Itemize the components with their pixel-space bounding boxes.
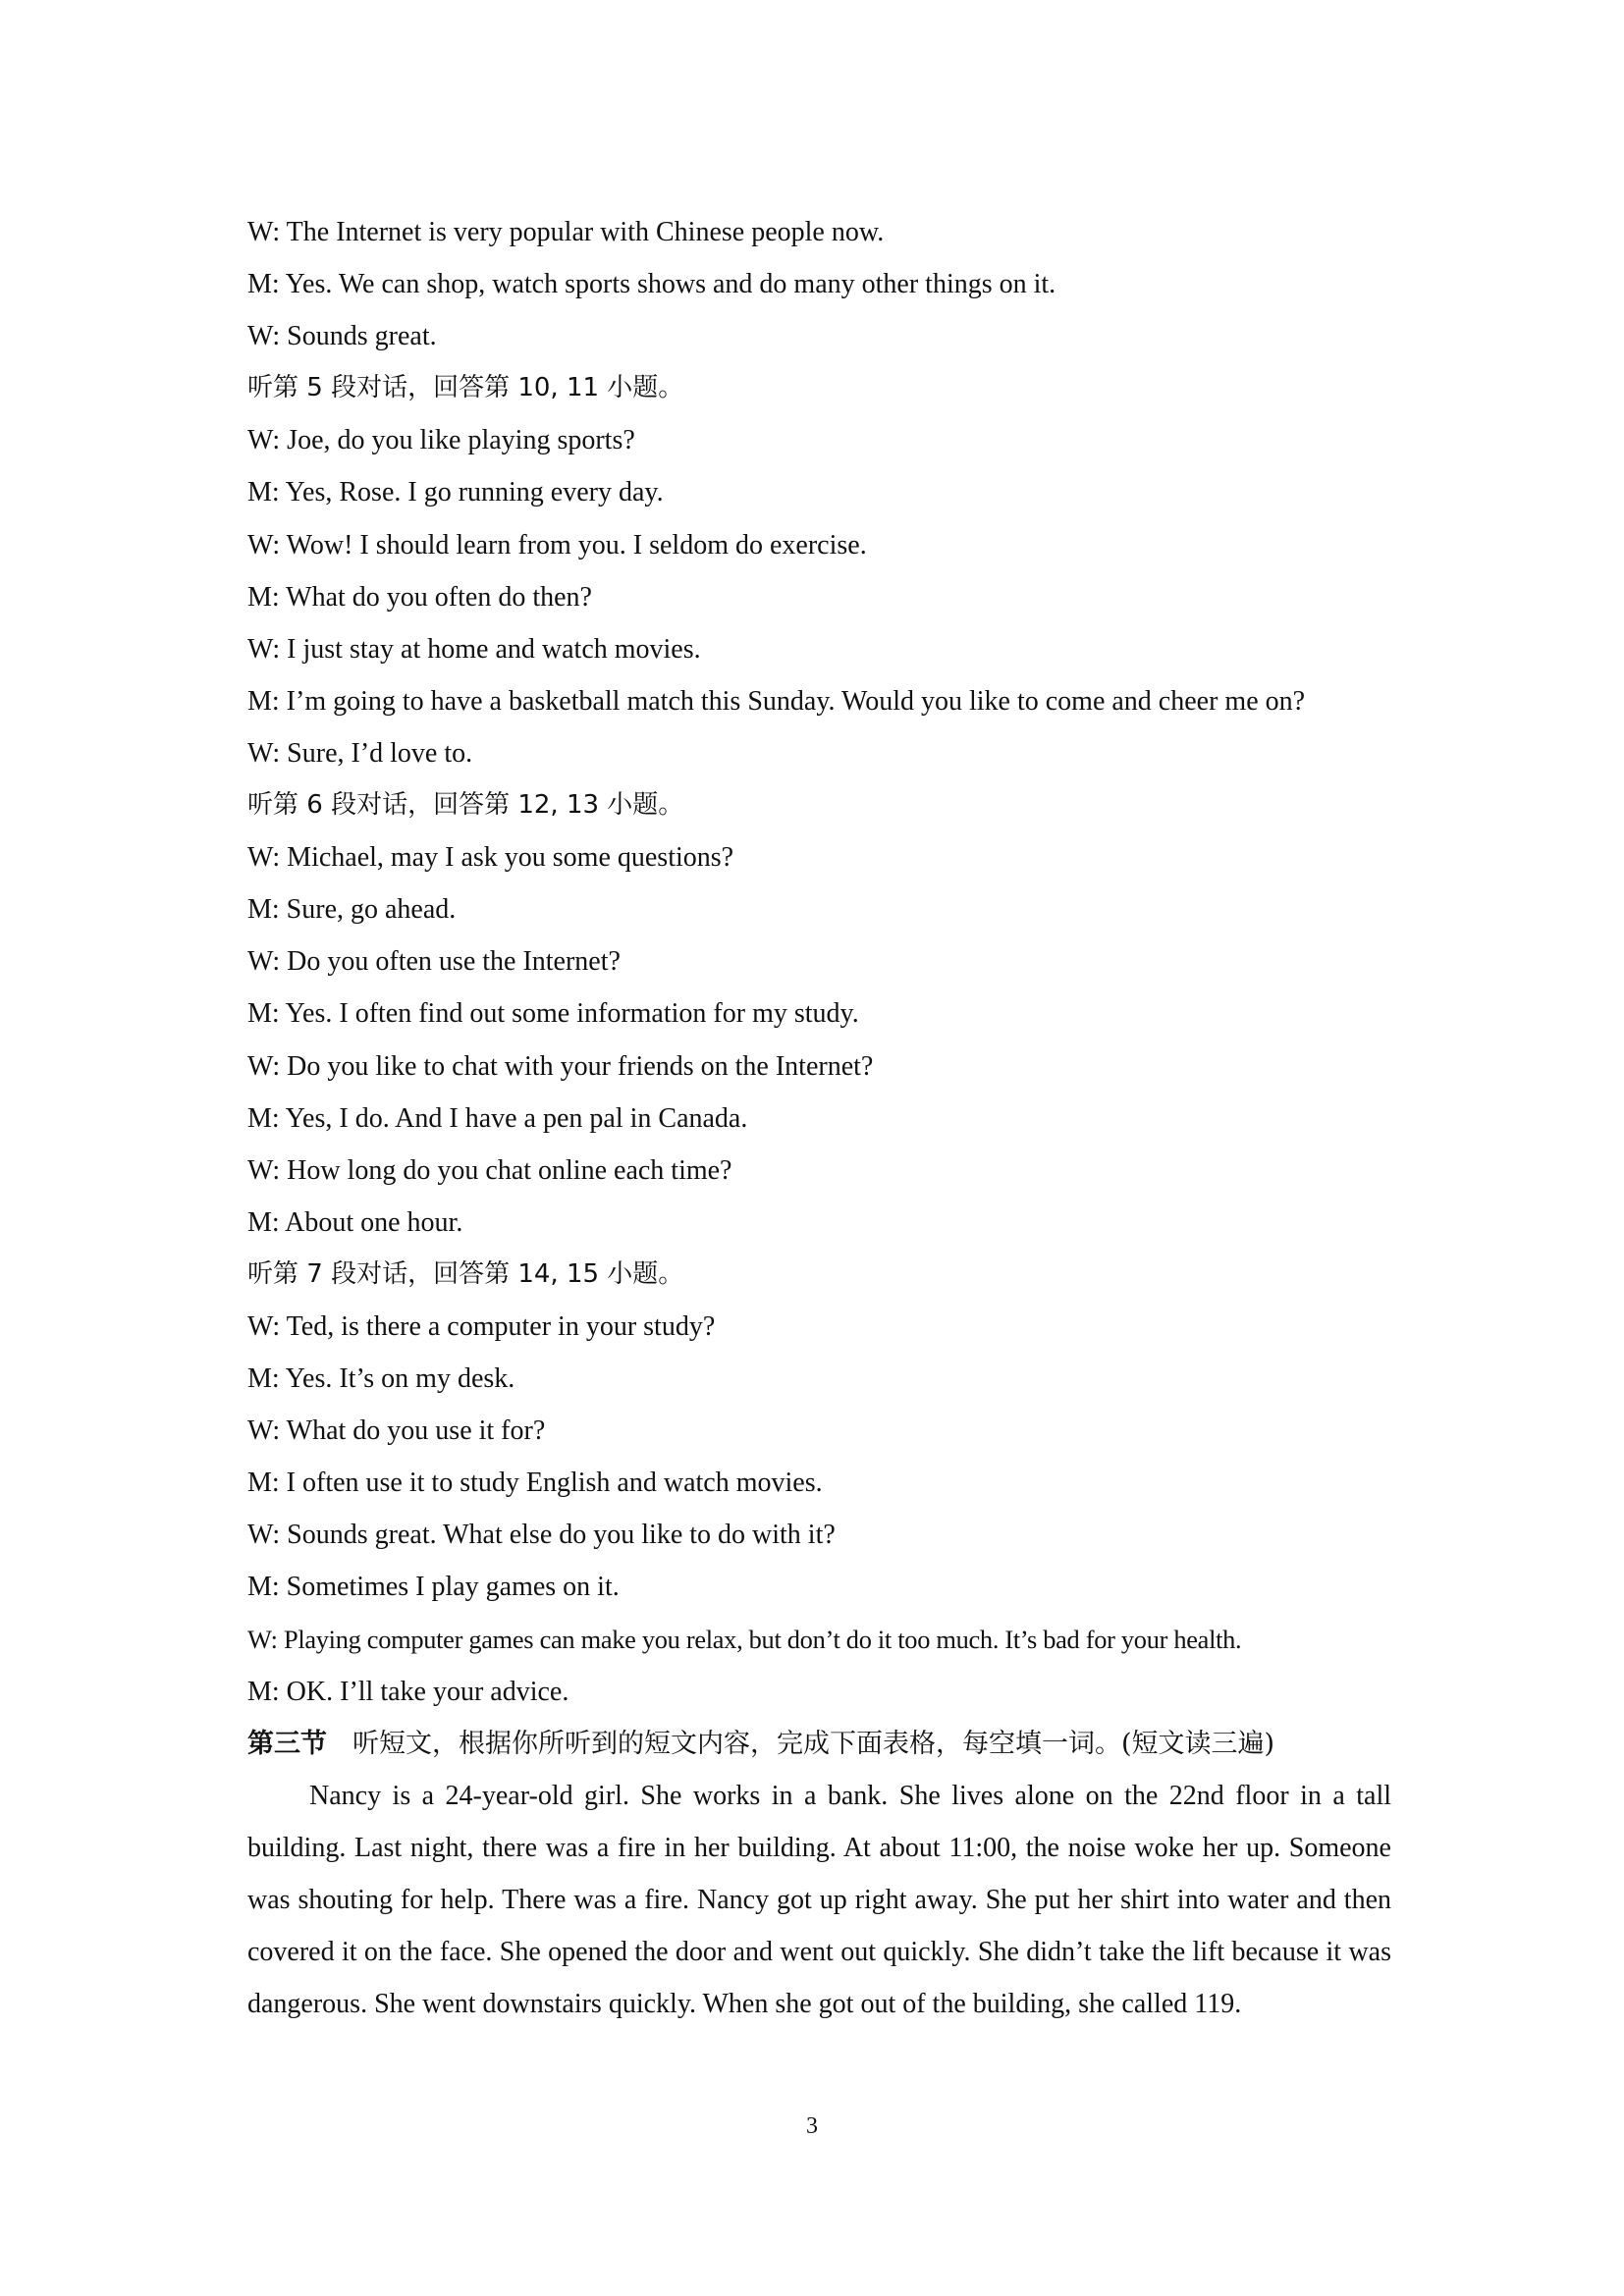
dialogue-line: M: Yes, I do. And I have a pen pal in Canada. [247,1102,748,1134]
section-label: 第三节 [247,1728,327,1759]
dialogue-line: M: I often use it to study English and watch movies. [247,1468,823,1499]
dialogue-line: W: I just stay at home and watch movies. [247,633,701,665]
dialogue-line: W: What do you use it for? [247,1415,546,1447]
page-content [247,206,1391,2030]
section-instruction: 听短文，根据你所听到的短文内容，完成下面表格，每空填一词。(短文读三遍) [352,1728,1275,1759]
dialogue-heading-6: 听第 6 段对话，回答第 12, 13 小题。 [247,790,684,821]
dialogue-line: W: Sounds great. [247,321,437,352]
dialogue-line: W: Do you often use the Internet? [247,946,621,978]
section-3-heading [247,1718,1391,1770]
dialogue-heading-5: 听第 5 段对话，回答第 10, 11 小题。 [247,373,684,403]
dialogue-line: M: About one hour. [247,1206,463,1238]
dialogue-line: W: Do you like to chat with your friends on the Internet? [247,1050,874,1082]
dialogue-line: M: Yes. It’s on my desk. [247,1363,515,1395]
dialogue-line: W: Michael, may I ask you some questions? [247,842,734,874]
dialogue-heading-7: 听第 7 段对话，回答第 14, 15 小题。 [247,1258,684,1289]
dialogue-line: W: Wow! I should learn from you. I seldom do exercise. [247,529,867,561]
dialogue-line: W: Ted, is there a computer in your study? [247,1310,716,1342]
dialogue-line: W: Playing computer games can make you relax, but don’t do it too much. It’s bad for your health. [247,1624,1242,1654]
dialogue-line: M: Yes. I often find out some information for my study. [247,998,859,1030]
dialogue-line: M: I’m going to have a basketball match this Sunday. Would you like to come and cheer me on? [247,685,1306,717]
dialogue-line: W: Sounds great. What else do you like to do with it? [247,1520,836,1551]
dialogue-line: M: Yes. We can shop, watch sports shows and do many other things on it. [247,269,1056,300]
dialogue-line: W: Joe, do you like playing sports? [247,425,635,456]
dialogue-line: W: How long do you chat online each time? [247,1154,732,1186]
dialogue-line: M: OK. I’ll take your advice. [247,1676,569,1707]
dialogue-line: M: Sure, go ahead. [247,894,457,926]
passage-paragraph: Nancy is a 24-year-old girl. She works in a bank. She lives alone on the 22nd floor in a tall building. Last night, there was a fire in her building. At about 11:00, the noise woke her up. Someone was shouting for help. There was a fire. Nancy got up right away. She put her shirt into water and then covered it on the face. She opened the door and went out quickly. She didn’t take the lift because it was dangerous. She went downstairs quickly. When she got out of the building, she called 119. [247,1780,1391,2020]
dialogue-line: M: What do you often do then? [247,581,592,613]
page-number: 3 [806,2113,818,2139]
dialogue-line: W: Sure, I’d love to. [247,737,473,769]
dialogue-line: W: The Internet is very popular with Chinese people now. [247,217,885,247]
dialogue-line: M: Sometimes I play games on it. [247,1572,620,1603]
dialogue-line: M: Yes, Rose. I go running every day. [247,477,664,508]
